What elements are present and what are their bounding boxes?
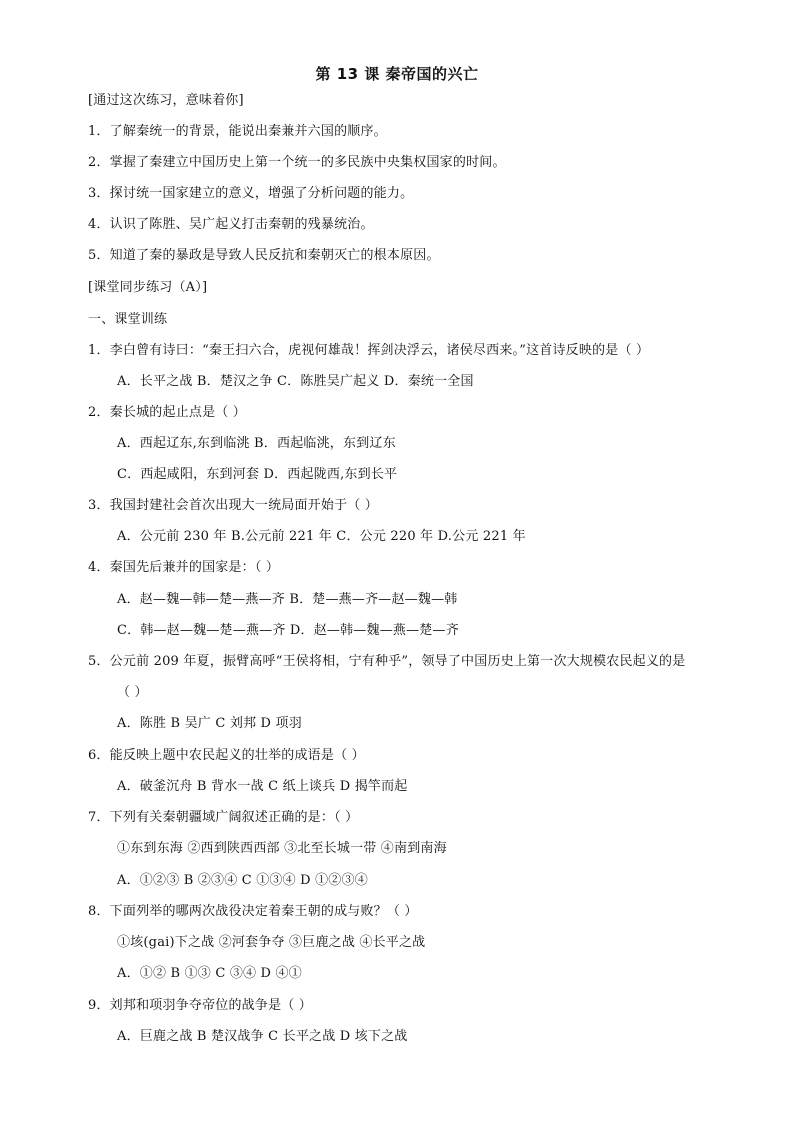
goal-item-3: 3．探讨统一国家建立的意义，增强了分析问题的能力。 — [88, 186, 414, 201]
question-5-stem-cont: （ ） — [117, 685, 148, 700]
question-9-options: A．巨鹿之战 B 楚汉战争 C 长平之战 D 垓下之战 — [117, 1029, 408, 1044]
question-2-options-row2: C．西起咸阳，东到河套 D．西起陇西,东到长平 — [117, 467, 398, 482]
goal-item-1: 1．了解秦统一的背景，能说出秦兼并六国的顺序。 — [88, 124, 387, 139]
question-4-stem: 4．秦国先后兼并的国家是：（ ） — [88, 560, 280, 575]
question-2-options-row1: A．西起辽东,东到临洮 B．西起临洮，东到辽东 — [117, 436, 396, 451]
question-7-statements: ①东到东海 ②西到陕西西部 ③北至长城一带 ④南到南海 — [117, 841, 447, 856]
goal-item-5: 5．知道了秦的暴政是导致人民反抗和秦朝灭亡的根本原因。 — [88, 248, 440, 263]
question-7-options: A．①②③ B ②③④ C ①③④ D ①②③④ — [117, 873, 368, 888]
question-7-stem: 7．下列有关秦朝疆域广阔叙述正确的是：（ ） — [88, 810, 359, 825]
question-9-stem: 9．刘邦和项羽争夺帝位的战争是（ ） — [88, 998, 313, 1013]
question-4-options-row1: A．赵—魏—韩—楚—燕—齐 B．楚—燕—齐—赵—魏—韩 — [117, 592, 458, 607]
goal-item-4: 4．认识了陈胜、吴广起义打击秦朝的残暴统治。 — [88, 217, 374, 232]
question-1-stem: 1．李白曾有诗曰：“秦王扫六合，虎视何雄哉！挥剑决浮云，诸侯尽西来。”这首诗反映的是（ ） — [88, 343, 650, 358]
question-6-stem: 6．能反映上题中农民起义的壮举的成语是（ ） — [88, 748, 365, 763]
question-4-options-row2: C．韩—赵—魏—楚—燕—齐 D．赵—韩—魏—燕—楚—齐 — [117, 623, 459, 638]
question-8-stem: 8．下面列举的哪两次战役决定着秦王朝的成与败？（ ） — [88, 904, 418, 919]
practice-subheader: 一、课堂训练 — [88, 312, 168, 327]
question-5-stem: 5．公元前 209 年夏，振臂高呼“王侯将相，宁有种乎”，领导了中国历史上第一次大规模农民起义的是 — [88, 654, 686, 669]
practice-header: [课堂同步练习（A）] — [88, 280, 208, 295]
question-1-options: A．长平之战 B．楚汉之争 C．陈胜吴广起义 D．秦统一全国 — [117, 374, 474, 389]
question-3-stem: 3．我国封建社会首次出现大一统局面开始于（ ） — [88, 498, 379, 513]
question-5-options: A．陈胜 B 吴广 C 刘邦 D 项羽 — [117, 716, 302, 731]
question-2-stem: 2．秦长城的起止点是（ ） — [88, 405, 247, 420]
question-8-statements: ①垓(gai)下之战 ②河套争夺 ③巨鹿之战 ④长平之战 — [117, 935, 426, 950]
question-6-options: A．破釜沉舟 B 背水一战 C 纸上谈兵 D 揭竿而起 — [117, 779, 408, 794]
goal-item-2: 2．掌握了秦建立中国历史上第一个统一的多民族中央集权国家的时间。 — [88, 155, 506, 170]
page-title: 第 13 课 秦帝国的兴亡 — [315, 65, 479, 83]
question-3-options: A．公元前 230 年 B.公元前 221 年 C．公元 220 年 D.公元 221 年 — [117, 529, 526, 544]
question-8-options: A．①② B ①③ C ③④ D ④① — [117, 966, 302, 981]
goals-header: [通过这次练习，意味着你] — [88, 93, 244, 108]
